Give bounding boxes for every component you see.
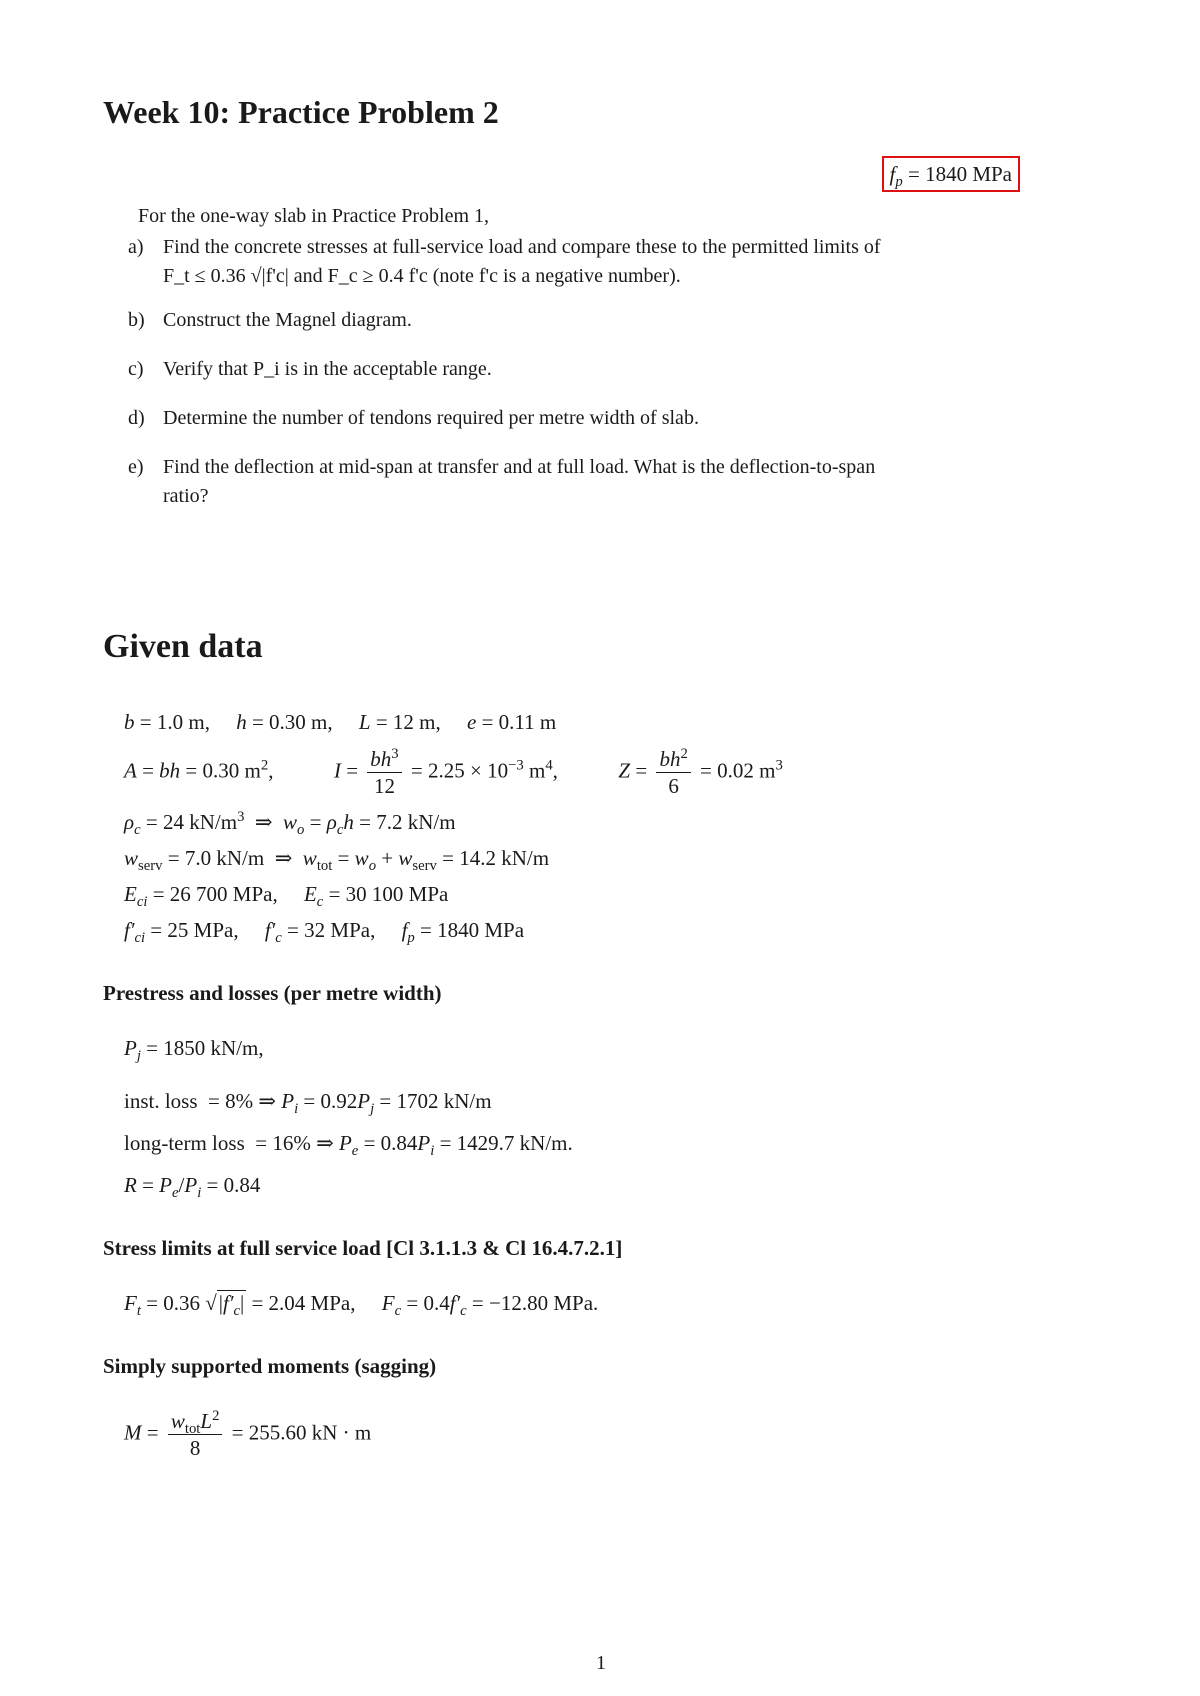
- question-d: [128, 404, 1108, 433]
- fraction-Z: $\frac{bh^2}{6}$: [656, 746, 690, 799]
- stress-limits-heading: Stress limits at full service load [Cl 3.1.1.3 & Cl 16.4.7.2.1]: [103, 1236, 623, 1260]
- page-number: 1: [596, 1652, 606, 1674]
- eq-jacking-force: $P_j = 1850$ kN/m,: [124, 1036, 264, 1065]
- page-title: Week 10: Practice Problem 2: [103, 94, 499, 130]
- question-label: c): [128, 358, 144, 380]
- eq-moment: M = $\frac{w_{tot}L^2}{8}$ = 255.60 kN · m: [124, 1408, 372, 1460]
- eq-stress-limits: $F_t = 0.36$ $√|f'_c| = 2.04$ MPa, $F_c = 0.4f'_c = -12.80$ MPa.: [124, 1291, 599, 1320]
- question-label: e): [128, 456, 144, 478]
- question-b: [128, 306, 1108, 335]
- eq-long-term-loss: long-term loss = 16% ⇒ $P_e = 0.84P_i = 1429.7$ kN/m.: [124, 1131, 573, 1160]
- eq-self-weight: $\rho_c = 24$ $kN/m^3$ ⇒ $w_o = \rho_ch = 7.2$ kN/m: [124, 809, 456, 839]
- eq-instant-loss: inst. loss = 8% ⇒ $P_i = 0.92P_j = 1702$ kN/m: [124, 1089, 492, 1118]
- eq-loss-ratio: $R = P_e/P_i = 0.84$: [124, 1173, 261, 1202]
- question-text: Verify that P_i is in the acceptable range.: [163, 358, 492, 380]
- fp-highlight-box: $f_p = 1840$ MPa: [882, 156, 1020, 192]
- moments-heading: Simply supported moments (sagging): [103, 1354, 437, 1378]
- question-c: [128, 355, 1108, 384]
- prestress-heading: Prestress and losses (per metre width): [103, 981, 442, 1005]
- eq-elastic-moduli: $E_{ci} = 26$ 700 MPa, $E_c = 30$ 100 MPa: [124, 882, 449, 911]
- question-label: b): [128, 309, 145, 331]
- question-text-cont: F_t ≤ 0.36 √|f'c| and F_c ≥ 0.4 f'c (note f'c is a negative number).: [163, 265, 681, 287]
- question-text: Determine the number of tendons required per metre width of slab.: [163, 407, 699, 429]
- given-data-heading: Given data: [103, 628, 263, 665]
- question-text: Find the deflection at mid-span at transfer and at full load. What is the deflection-to-span: [163, 456, 876, 478]
- eq-dimensions: b = 1.0 m, h = 0.30 m, L = 12 m, e = 0.11 m: [124, 710, 557, 734]
- eq-section-properties: A = bh = 0.30 $m^2$, I = $\frac{bh^3}{12}$ = $2.25 \times 10^{-3}$ $m^4$, Z = $\frac{bh^2}{6}$ = 0.02 $m^3$: [124, 746, 783, 798]
- fraction-I: $\frac{bh^3}{12}$: [367, 746, 401, 799]
- question-label: a): [128, 236, 144, 258]
- question-text: Construct the Magnel diagram.: [163, 309, 412, 331]
- question-label: d): [128, 407, 145, 429]
- intro-text: For the one-way slab in Practice Problem 1,: [138, 205, 490, 227]
- question-a: [128, 233, 1108, 291]
- question-text-cont: ratio?: [163, 485, 209, 507]
- fp-value: 1840 MPa: [925, 162, 1012, 186]
- eq-strengths: $f'_{ci} = 25$ MPa, $f'_c = 32$ MPa, $f_p = 1840$ MPa: [124, 918, 525, 947]
- eq-service-load: $w_{serv} = 7.0$ kN/m ⇒ $w_{tot} = w_o + w_{serv} = 14.2$ kN/m: [124, 846, 550, 875]
- fraction-M: $\frac{w_{tot}L^2}{8}$: [168, 1408, 223, 1461]
- question-e: [128, 453, 1108, 511]
- question-text: Find the concrete stresses at full-service load and compare these to the permitted limits of: [163, 236, 881, 258]
